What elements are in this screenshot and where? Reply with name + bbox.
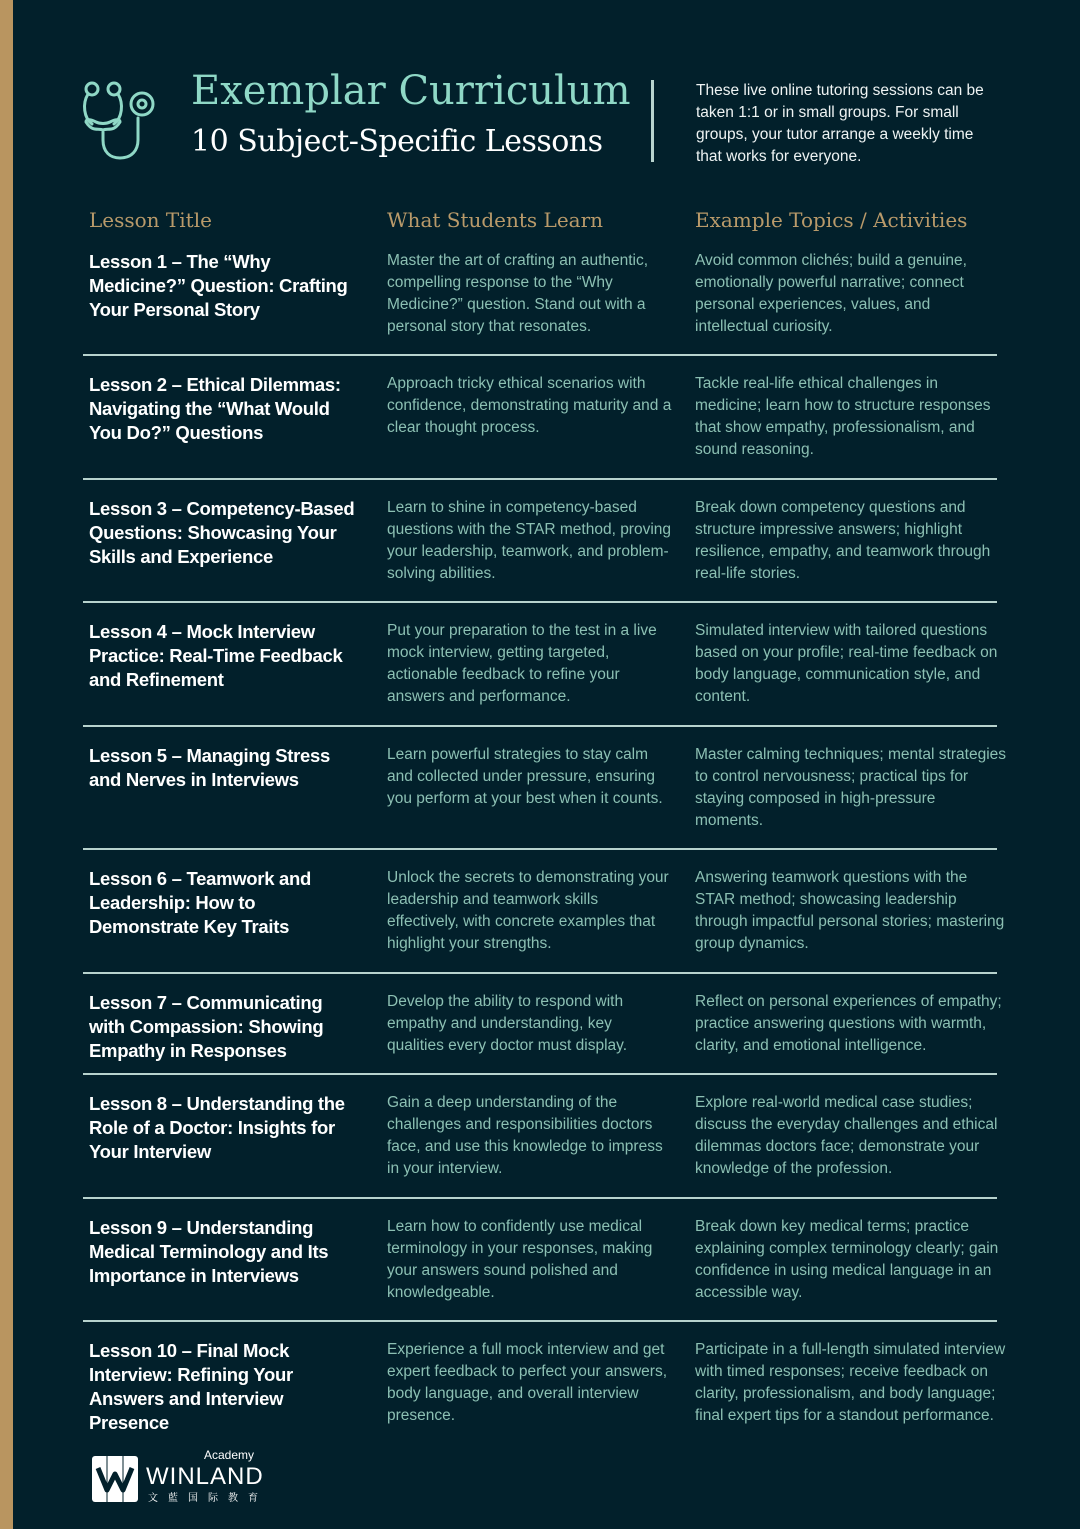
row-divider [83,601,997,603]
lesson-topics: Reflect on personal experiences of empathy; practice answering questions with warmth, clarity, and emotional intelligence. [695,993,1002,1054]
row-divider [83,1197,997,1199]
lesson-title: Lesson 6 – Teamwork and Leadership: How to Demonstrate Key Traits [89,868,312,937]
lesson-title: Lesson 3 – Competency-Based Questions: Showcasing Your Skills and Experience [89,498,355,567]
lesson-learn: Develop the ability to respond with empathy and understanding, key qualities every doctor must display. [387,993,628,1054]
row-divider [83,1073,997,1075]
logo-chinese-text: 文藍国际教育 [148,1493,268,1504]
page-title: Exemplar Curriculum [191,68,631,114]
winland-logo [92,1448,292,1512]
lesson-topics: Avoid common clichés; build a genuine, emotionally powerful narrative; connect personal experiences, values, and intellectual curiosity. [695,252,967,335]
header-divider [651,80,654,162]
column-header-learn: What Students Learn [387,208,604,232]
lesson-topics: Explore real-world medical case studies; discuss the everyday challenges and ethical dilemmas doctors face; demonstrate your knowledge of the profession. [695,1094,998,1177]
logo-name-text: WINLAND [146,1463,264,1490]
lesson-learn: Approach tricky ethical scenarios with confidence, demonstrating maturity and a clear thought process. [387,375,672,436]
column-header-topics: Example Topics / Activities [695,208,968,232]
lesson-title: Lesson 8 – Understanding the Role of a Doctor: Insights for Your Interview [89,1093,345,1162]
row-divider [83,478,997,480]
lesson-title: Lesson 4 – Mock Interview Practice: Real-Time Feedback and Refinement [89,621,343,690]
lesson-learn: Unlock the secrets to demonstrating your leadership and teamwork skills effectively, with concrete examples that highlight your strengths. [387,869,669,952]
lesson-learn: Put your preparation to the test in a live mock interview, getting targeted, actionable feedback to refine your answers and performance. [387,622,657,705]
lesson-topics: Break down competency questions and structure impressive answers; highlight resilience, empathy, and teamwork through real-life stories. [695,499,991,582]
lesson-topics: Tackle real-life ethical challenges in medicine; learn how to structure responses that show empathy, professionalism, and sound reasoning. [695,375,991,458]
row-divider [83,725,997,727]
stethoscope-icon [80,78,160,160]
lesson-topics: Simulated interview with tailored questions based on your profile; real-time feedback on body language, communication style, and content. [695,622,998,705]
lesson-topics: Participate in a full-length simulated interview with timed responses; receive feedback on clarity, professionalism, and body language; final expert tips for a standout performance. [695,1341,1006,1424]
gold-side-bar [0,0,13,1529]
row-divider [83,1320,997,1322]
page-subtitle: 10 Subject-Specific Lessons [191,124,603,159]
lesson-title: Lesson 2 – Ethical Dilemmas: Navigating the “What Would You Do?” Questions [89,374,341,443]
row-divider [83,848,997,850]
lesson-title: Lesson 10 – Final Mock Interview: Refining Your Answers and Interview Presence [89,1340,293,1433]
lesson-title: Lesson 5 – Managing Stress and Nerves in Interviews [89,745,331,790]
row-divider [83,972,997,974]
lesson-learn: Gain a deep understanding of the challenges and responsibilities doctors face, and use this knowledge to impress in your interview. [387,1094,663,1177]
w-mark-icon [92,1456,138,1502]
column-header-title: Lesson Title [89,208,212,232]
lesson-title: Lesson 7 – Communicating with Compassion: Showing Empathy in Responses [89,992,324,1061]
logo-academy-text: Academy [204,1448,255,1462]
lesson-topics: Master calming techniques; mental strategies to control nervousness; practical tips for staying composed in high-pressure moments. [695,746,1007,829]
intro-text: These live online tutoring sessions can be taken 1:1 or in small groups. For small groups, your tutor arrange a weekly time that works for everyone. [696,82,984,165]
lesson-learn: Master the art of crafting an authentic, compelling response to the “Why Medicine?” question. Stand out with a personal story that resonates. [387,252,649,335]
lesson-learn: Learn how to confidently use medical terminology in your responses, making your answers sound polished and knowledgeable. [387,1218,653,1301]
header [0,0,1080,200]
row-divider [83,354,997,356]
lesson-topics: Break down key medical terms; practice explaining complex terminology clearly; gain confidence in using medical language in an accessible way. [695,1218,999,1301]
lesson-title: Lesson 1 – The “Why Medicine?” Question: Crafting Your Personal Story [89,251,348,320]
lesson-learn: Learn to shine in competency-based questions with the STAR method, proving your leadership, teamwork, and problem-solving abilities. [387,499,672,582]
lesson-learn: Learn powerful strategies to stay calm and collected under pressure, ensuring you perform at your best when it counts. [387,746,663,807]
lesson-learn: Experience a full mock interview and get expert feedback to perfect your answers, body language, and overall interview presence. [387,1341,668,1424]
lesson-title: Lesson 9 – Understanding Medical Terminology and Its Importance in Interviews [89,1217,329,1286]
logo-w-mark [92,1456,138,1502]
lesson-topics: Answering teamwork questions with the STAR method; showcasing leadership through impactful personal stories; mastering group dynamics. [695,869,1005,952]
